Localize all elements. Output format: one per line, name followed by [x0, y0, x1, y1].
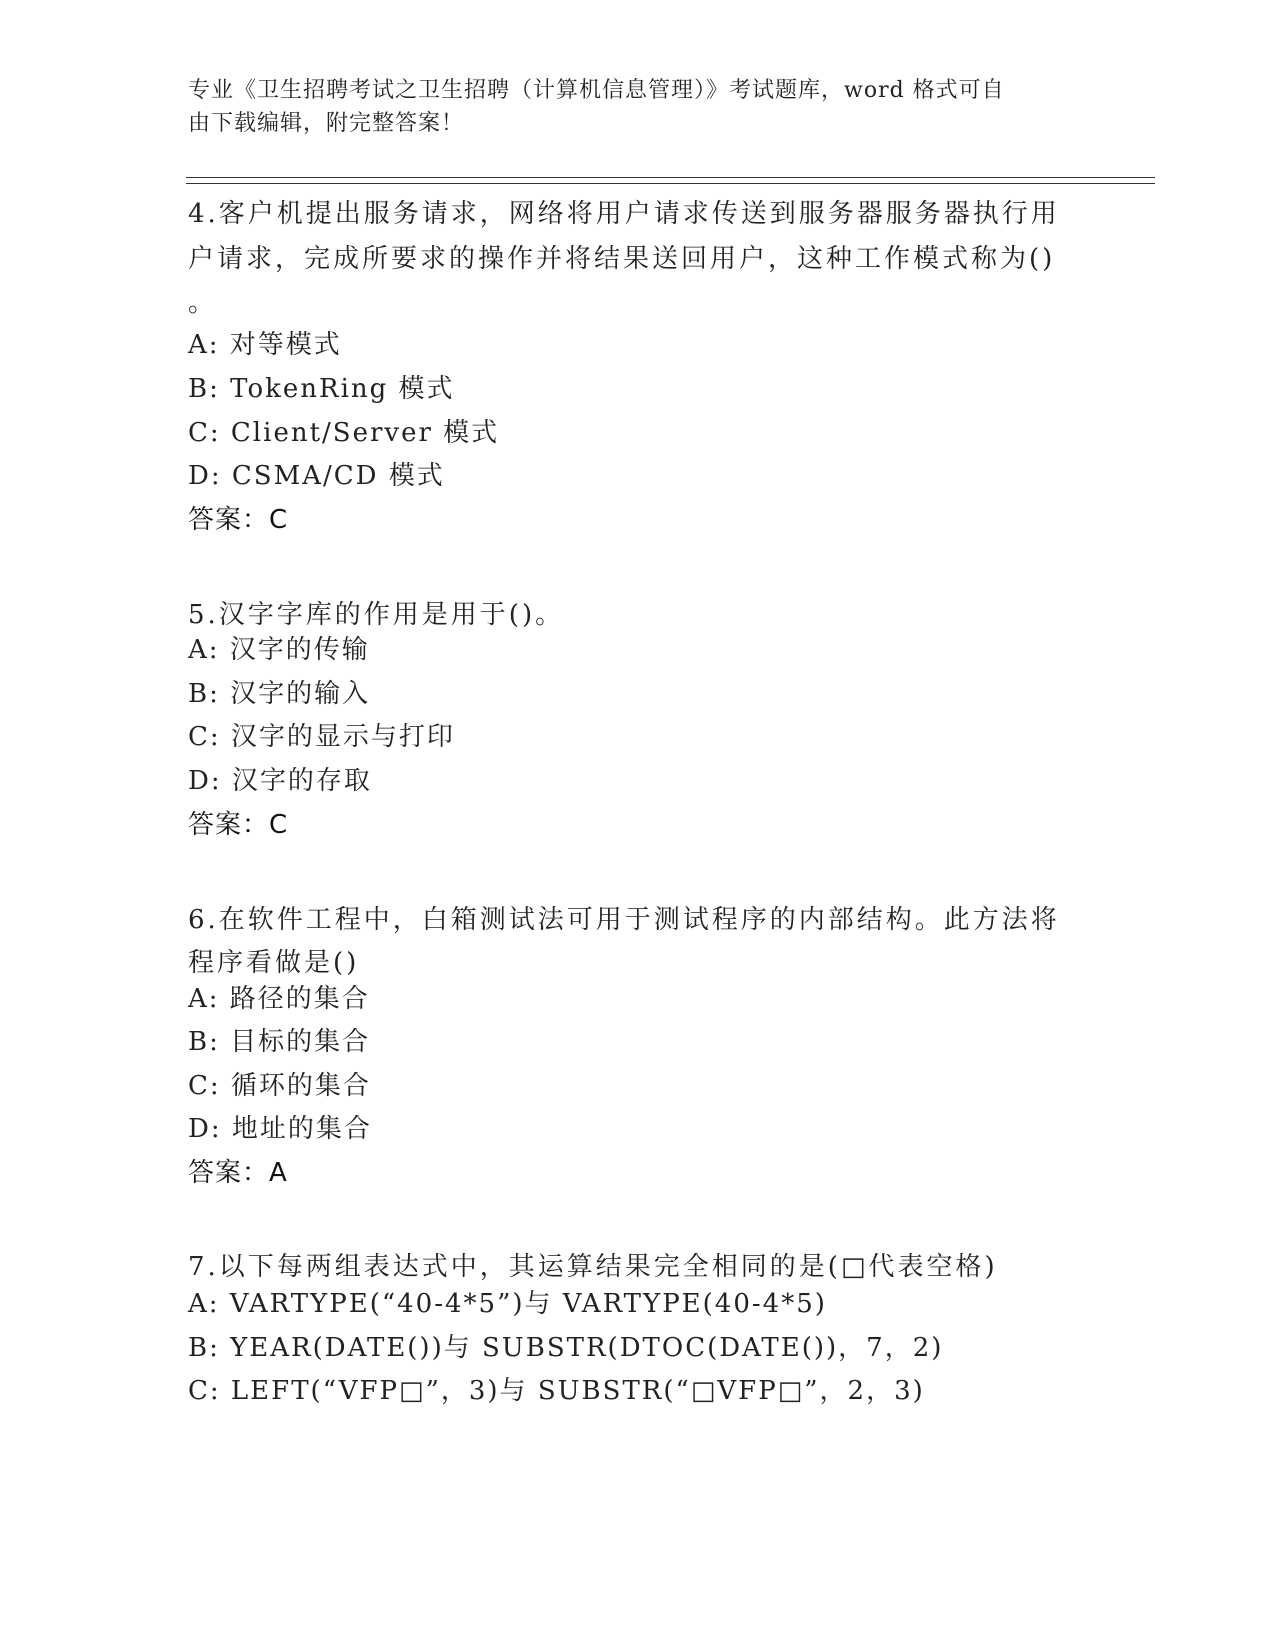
question-4-option-a: A: 对等模式 — [188, 330, 342, 360]
question-4-option-b: B: TokenRing 模式 — [188, 374, 455, 404]
question-4-line-1: 4.客户机提出服务请求，网络将用户请求传送到服务器服务器执行用 — [188, 199, 1060, 229]
header-divider-bottom — [186, 183, 1155, 184]
question-5-option-a: A: 汉字的传输 — [188, 635, 370, 665]
question-5-line-1: 5.汉字字库的作用是用于()。 — [188, 600, 565, 630]
question-4-option-d: D: CSMA/CD 模式 — [188, 461, 445, 491]
question-6-option-a: A: 路径的集合 — [188, 984, 370, 1014]
question-6-line-2: 程序看做是() — [188, 948, 360, 978]
question-6-answer: 答案：A — [188, 1158, 288, 1188]
header-line-2: 由下载编辑，附完整答案！ — [188, 111, 465, 136]
question-7-option-b: B: YEAR(DATE())与 SUBSTR(DTOC(DATE())，7，2) — [188, 1333, 944, 1363]
header-divider-top — [186, 177, 1155, 178]
document-header — [188, 74, 1068, 140]
header-line-1: 专业《卫生招聘考试之卫生招聘（计算机信息管理）》考试题库，word 格式可自 — [188, 78, 1005, 103]
question-6-option-c: C: 循环的集合 — [188, 1071, 371, 1101]
question-7-line-1: 7.以下每两组表达式中，其运算结果完全相同的是(□代表空格) — [188, 1252, 998, 1282]
question-6-line-1: 6.在软件工程中，白箱测试法可用于测试程序的内部结构。此方法将 — [188, 905, 1060, 935]
question-5-option-c: C: 汉字的显示与打印 — [188, 722, 455, 752]
question-7-option-c: C: LEFT(“VFP□”，3)与 SUBSTR(“□VFP□”，2，3) — [188, 1376, 925, 1406]
question-6-option-b: B: 目标的集合 — [188, 1027, 371, 1057]
question-4-line-2: 户请求，完成所要求的操作并将结果送回用户，这种工作模式称为() — [188, 244, 1056, 274]
question-5-option-d: D: 汉字的存取 — [188, 766, 372, 796]
question-4-option-c: C: Client/Server 模式 — [188, 418, 500, 448]
question-7-option-a: A: VARTYPE(“40-4*5”)与 VARTYPE(40-4*5) — [188, 1289, 827, 1319]
question-5-option-b: B: 汉字的输入 — [188, 679, 371, 709]
question-5-answer: 答案：C — [188, 810, 289, 840]
question-4-line-3: 。 — [188, 288, 218, 318]
question-4-answer: 答案：C — [188, 505, 289, 535]
question-6-option-d: D: 地址的集合 — [188, 1114, 372, 1144]
